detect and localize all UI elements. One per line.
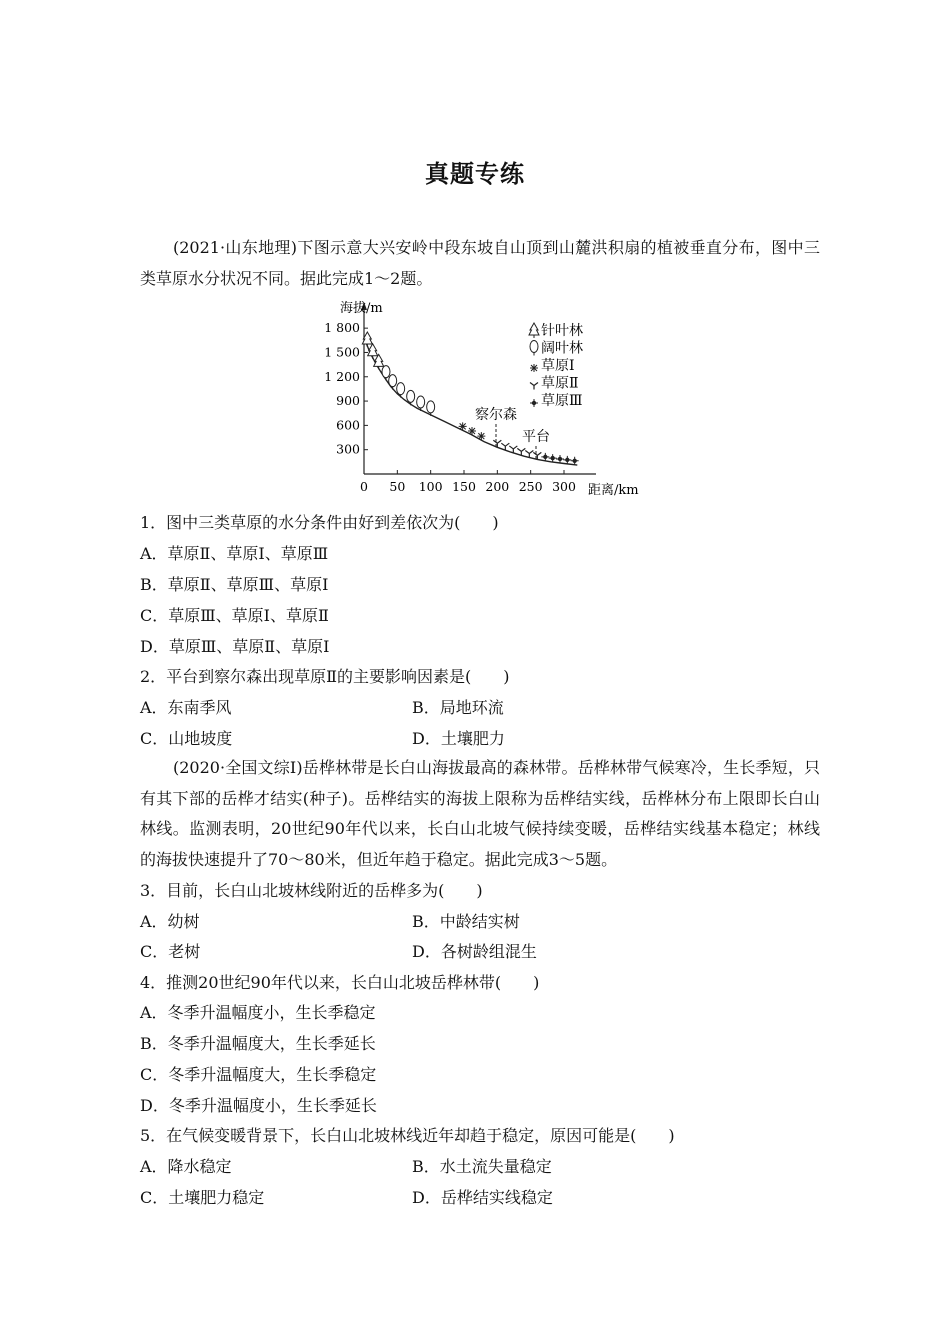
legend-broadleaf-icon <box>530 341 538 353</box>
grass3-mark-rays <box>556 455 564 463</box>
chart-annotations <box>475 406 550 459</box>
x-tick-label: 50 <box>389 479 406 494</box>
broadleaf-mark <box>389 375 397 387</box>
question-4-stem: 4．推测20世纪90年代以来，长白山北坡岳桦林带( ) <box>140 973 540 992</box>
question-5-option-c[interactable]: C．土壤肥力稳定 <box>140 1188 265 1207</box>
x-axis-label: 距离/km <box>588 483 639 498</box>
question-4-option-c[interactable]: C．冬季升温幅度大，生长季稳定 <box>140 1065 377 1084</box>
question-5-option-b[interactable]: B．水土流失量稳定 <box>412 1157 552 1176</box>
grass1-mark <box>468 427 476 435</box>
question-3-option-b[interactable]: B．中龄结实树 <box>412 912 520 931</box>
y-tick-label: 600 <box>336 417 360 433</box>
x-tick-label: 200 <box>485 479 510 494</box>
question-3-stem: 3．目前，长白山北坡林线附近的岳桦多为( ) <box>140 881 483 900</box>
question-1-option-a[interactable]: A．草原Ⅱ、草原Ⅰ、草原Ⅲ <box>140 544 329 563</box>
intro-paragraph-2: (2020·全国文综Ⅰ)岳桦林带是长白山海拔最高的森林带。岳桦林带气候寒冷，生长季短，只有其下部的岳桦才结实(种子)。岳桦结实的海拔上限称为岳桦结实线，岳桦林分布上限即长白山林线。监测表明，20世纪90年代以来，长白山北坡气候持续变暖，岳桦结实线基本稳定；林线的海拔快速提升了70～80米，但近年趋于稳定。据此完成3～5题。 <box>140 758 820 869</box>
annotation-label: 察尔森 <box>475 407 517 423</box>
question-5-stem: 5．在气候变暖背景下，长白山北坡林线近年却趋于稳定，原因可能是( ) <box>140 1126 675 1145</box>
page-title: 真题专练 <box>425 160 525 188</box>
vegetation-elevation-chart <box>320 296 640 506</box>
grass1-mark <box>459 422 467 430</box>
question-4-option-b[interactable]: B．冬季升温幅度大，生长季延长 <box>140 1034 376 1053</box>
chart-legend <box>529 322 583 409</box>
question-3-option-c[interactable]: C．老树 <box>140 942 201 961</box>
question-2-option-a[interactable]: A．东南季风 <box>140 698 232 717</box>
y-tick-label: 900 <box>336 393 360 409</box>
question-1-option-c[interactable]: C．草原Ⅲ、草原Ⅰ、草原Ⅱ <box>140 606 329 625</box>
question-3-option-a[interactable]: A．幼树 <box>140 912 200 931</box>
x-tick-label: 0 <box>360 479 368 494</box>
broadleaf-mark <box>397 383 405 395</box>
annotation-label: 平台 <box>522 429 550 445</box>
legend-grass1-icon <box>530 364 538 372</box>
x-tick-label: 150 <box>452 479 476 494</box>
question-3-option-d[interactable]: D．各树龄组混生 <box>412 942 537 961</box>
legend-label: 草原Ⅰ <box>541 358 575 374</box>
legend-grass3-icon-rays <box>530 399 538 407</box>
broadleaf-mark <box>407 390 415 402</box>
question-4-option-a[interactable]: A．冬季升温幅度小，生长季稳定 <box>140 1003 376 1022</box>
y-tick-label: 1 800 <box>324 320 360 336</box>
y-tick-label: 1 200 <box>324 368 360 384</box>
broadleaf-mark <box>382 366 390 378</box>
question-1-option-d[interactable]: D．草原Ⅲ、草原Ⅱ、草原Ⅰ <box>140 637 330 656</box>
x-tick-label: 100 <box>418 479 443 494</box>
legend-label: 草原Ⅱ <box>541 375 579 392</box>
question-1-option-b[interactable]: B．草原Ⅱ、草原Ⅲ、草原Ⅰ <box>140 575 329 594</box>
grass3-mark-rays <box>563 456 571 464</box>
grass3-mark-rays <box>571 457 579 465</box>
y-tick-label: 300 <box>336 441 360 457</box>
grass1-mark <box>477 432 485 440</box>
legend-label: 阔叶林 <box>541 340 583 357</box>
question-2-option-b[interactable]: B．局地环流 <box>412 698 504 717</box>
x-tick-label: 300 <box>552 479 576 494</box>
conifer-mark <box>368 344 378 356</box>
x-tick-label: 250 <box>518 479 543 494</box>
question-5-option-a[interactable]: A．降水稳定 <box>140 1157 232 1176</box>
question-1-stem: 1．图中三类草原的水分条件由好到差依次为( ) <box>140 513 499 532</box>
legend-label: 针叶林 <box>541 323 583 339</box>
legend-grass2-icon <box>530 383 538 390</box>
broadleaf-mark <box>417 396 425 408</box>
legend-conifer-icon <box>529 323 539 335</box>
y-tick-label: 1 500 <box>324 344 360 360</box>
question-2-stem: 2．平台到察尔森出现草原Ⅱ的主要影响因素是( ) <box>140 667 510 686</box>
chart-axes <box>340 300 639 498</box>
intro-paragraph-1: (2021·山东地理)下图示意大兴安岭中段东坡自山顶到山麓洪积扇的植被垂直分布，图中三类草原水分状况不同。据此完成1～2题。 <box>140 238 820 288</box>
grass3-mark-rays <box>549 454 557 462</box>
y-axis-label: 海拔/m <box>340 301 383 316</box>
question-2-option-d[interactable]: D．土壤肥力 <box>412 729 505 748</box>
legend-label: 草原Ⅲ <box>541 393 583 409</box>
question-2-option-c[interactable]: C．山地坡度 <box>140 729 233 748</box>
question-5-option-d[interactable]: D．岳桦结实线稳定 <box>412 1188 553 1207</box>
broadleaf-mark <box>427 401 435 413</box>
question-4-option-d[interactable]: D．冬季升温幅度小，生长季延长 <box>140 1096 377 1115</box>
